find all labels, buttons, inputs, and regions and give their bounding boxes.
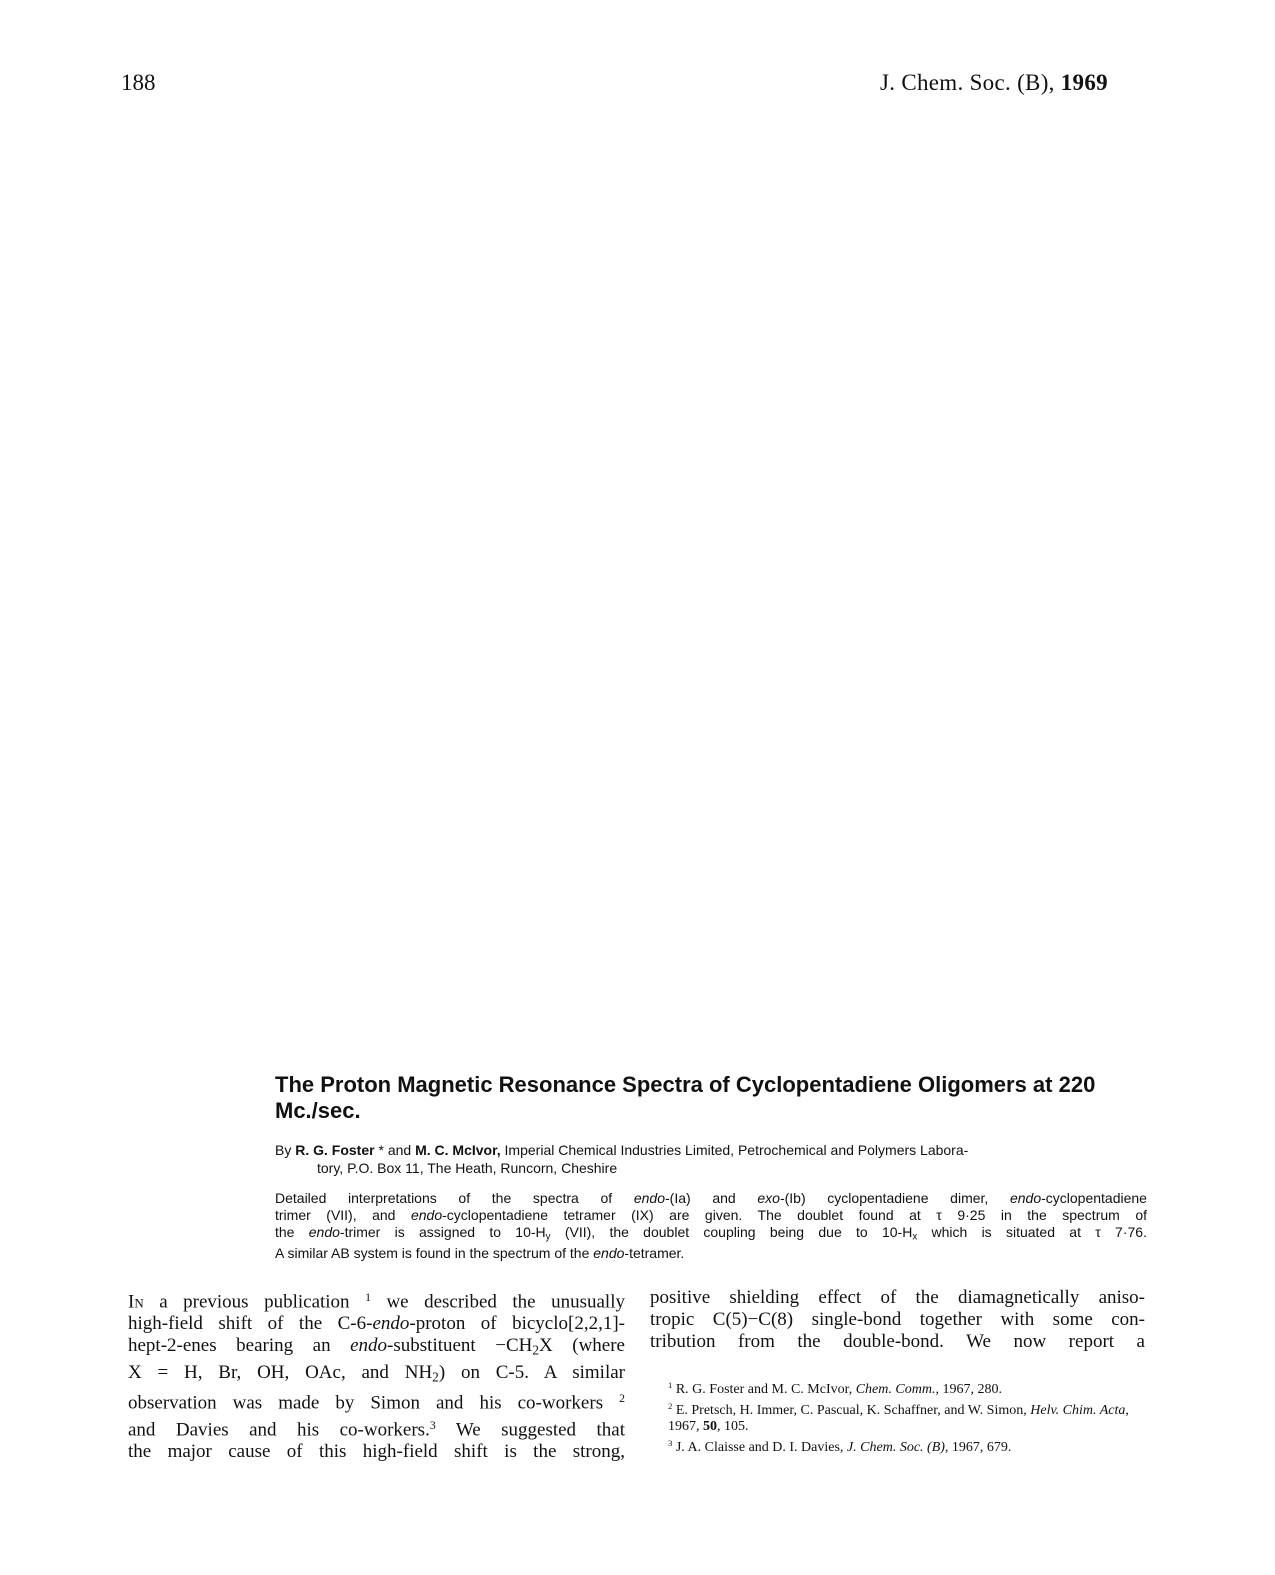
byline-and: and [383,1142,416,1158]
body-line: tribution from the double-bond. We now report a [650,1331,1145,1352]
footnote-2: $^2$ E. Pretsch, H. Immer, C. Pascual, K. Schaffner, and W. Simon, Helv. Chim. Acta, 1967, 50, 105. [668,1400,1129,1434]
journal-reference [880,70,1108,96]
body-line: hept-2-enes bearing an endo-substituent $-CH_2X$ (where [128,1335,625,1358]
affiliation-part-1: Imperial Chemical Industries Limited, Petrochemical and Polymers Labora- [500,1142,969,1158]
abstract-line-3: the endo-trimer is assigned to $10-H_y$ (VII), the doublet coupling being due to $10-H_x$ which is situated at τ 7·76. [275,1224,1147,1243]
author-mcivor: M. C. McIvor, [415,1142,501,1158]
body-column-right [650,1287,1145,1353]
author-foster: R. G. Foster [295,1142,375,1158]
footnotes [650,1377,1145,1455]
body-line: X = H, Br, OH, OAc, and $NH_2$) on C-5. A similar [128,1361,625,1385]
article-title: The Proton Magnetic Resonance Spectra of Cyclopentadiene Oligomers at 220 Mc./sec. [275,1072,1096,1123]
abstract-line-4: A similar AB system is found in the spectrum of the endo-tetramer. [275,1245,685,1262]
body-line: high-field shift of the C-6-endo-proton of bicyclo[2,2,1]- [128,1313,625,1335]
journal-year: 1969 [1060,70,1108,95]
abstract-line-2: trimer (VII), and endo-cyclopentadiene tetramer (IX) are given. The doublet found at τ 9·25 in the spectrum of [275,1207,1147,1223]
abstract [275,1190,1147,1262]
body-line: the major cause of this high-field shift is the strong, [128,1441,625,1463]
byline [275,1141,1155,1177]
corresponding-mark: * [374,1142,384,1158]
body-line: observation was made by Simon and his co-workers $^2$ [128,1392,625,1414]
affiliation-part-2: tory, P.O. Box 11, The Heath, Runcorn, Cheshire [317,1160,618,1176]
body-line: and Davies and his co-workers.$^3$ We suggested that [128,1418,625,1441]
byline-by: By [275,1142,296,1158]
journal-name: J. Chem. Soc. (B), [880,70,1061,95]
body-column-left [128,1287,625,1463]
byline-line-1 [275,1141,1155,1159]
page-number: 188 [121,70,156,95]
footnote-1: $^1$ R. G. Foster and M. C. McIvor, Chem. Comm., 1967, 280. [668,1380,1002,1397]
body-line: tropic C(5)−C(8) single-bond together with some con- [650,1309,1145,1330]
body-line: positive shielding effect of the diamagnetically aniso- [650,1287,1145,1308]
footnote-3: $^3$ J. A. Claisse and D. I. Davies, J. Chem. Soc. (B), 1967, 679. [668,1437,1012,1455]
body-line: In a previous publication $^1$ we described the unusually [128,1291,625,1313]
abstract-line-1: Detailed interpretations of the spectra of endo-(Ia) and exo-(Ib) cyclopentadiene dimer, endo-cyclopentadiene [275,1190,1147,1206]
